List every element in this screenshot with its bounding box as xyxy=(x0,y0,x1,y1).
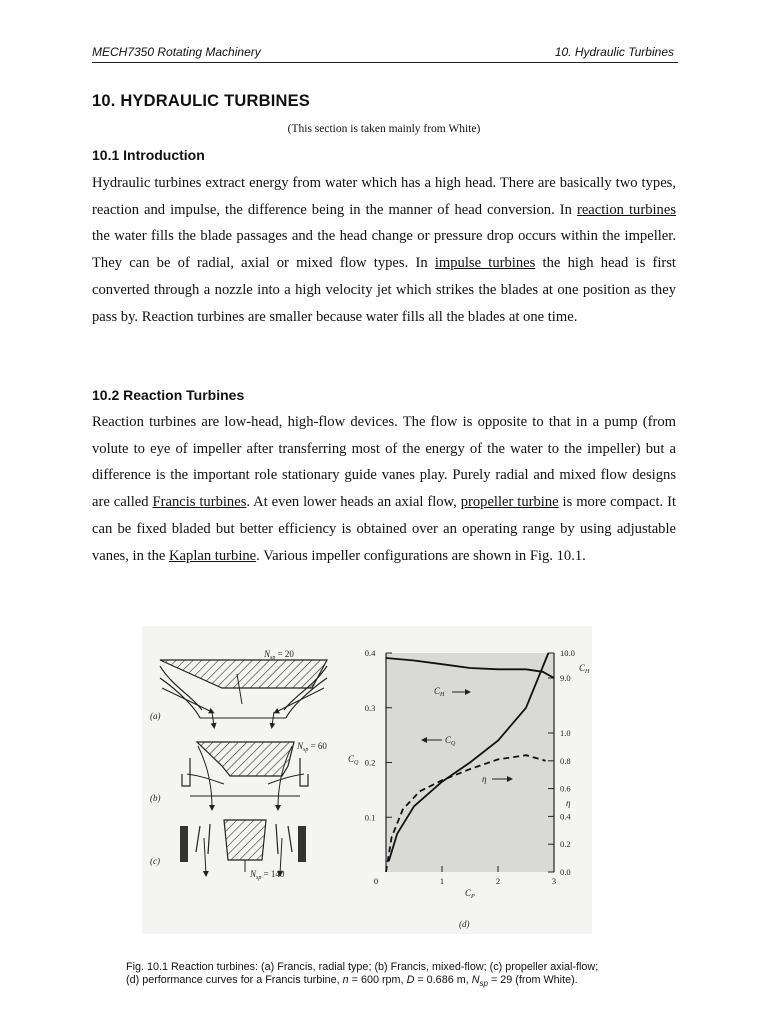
underlined-term: propeller turbine xyxy=(460,494,559,511)
x-tick-label: 0 xyxy=(373,876,379,886)
y-axis-label-right-top: $C_H$ xyxy=(579,663,590,675)
right-tick-label: 1.0 xyxy=(560,728,571,738)
chapter-title: 10. HYDRAULIC TURBINES xyxy=(92,92,311,110)
impeller-mixed-flow-type xyxy=(182,742,308,808)
header-course-title: MECH7350 Rotating Machinery xyxy=(92,45,261,59)
y-axis-label-left: $C_Q$ xyxy=(348,754,359,766)
right-top-tick-label: 9.0 xyxy=(560,673,571,683)
introduction-paragraph xyxy=(92,170,676,330)
left-tick-label: 0.4 xyxy=(364,648,376,658)
x-axis-label: $C_P$ xyxy=(465,888,475,900)
impeller-propeller-type xyxy=(180,820,306,874)
right-top-tick-label: 10.0 xyxy=(560,648,575,658)
y-axis-label-right: η xyxy=(566,798,571,808)
caption-line-2: (d) performance curves for a Francis turbine, n = 600 rpm, D = 0.686 m, $N_{sp} = 29$ (from White). xyxy=(126,974,578,989)
panel-label-d: (d) xyxy=(459,919,470,929)
right-tick-label: 0.8 xyxy=(560,755,571,766)
left-tick-label: 0.2 xyxy=(364,757,376,768)
running-header xyxy=(92,44,678,63)
paragraph-text: Hydraulic turbines extract energy from water which has a high head. There are basically two types, reaction and impulse, the difference being in the manner of head conversion. In xyxy=(92,175,676,218)
paragraph-text: the high head is first converted through a nozzle into a high velocity jet which strikes the blades at one position as they pass by. Reaction turbines are smaller because water fills all the blades at one time. xyxy=(92,255,676,325)
nsp-label-propeller: $N_{sp} = 140$ xyxy=(250,869,285,881)
x-tick-label: 3 xyxy=(551,876,557,886)
paragraph-text: . Various impeller configurations are shown in Fig. 10.1. xyxy=(256,547,586,564)
curve-label-ch: $C_H$ xyxy=(434,686,445,698)
left-tick-label: 0.1 xyxy=(364,812,376,823)
nsp-label-mixed: $N_{sp} = 60$ xyxy=(297,741,327,753)
source-note: (This section is taken mainly from White) xyxy=(287,123,481,135)
underlined-term: reaction turbines xyxy=(576,201,676,218)
left-tick-label: 0.3 xyxy=(364,702,376,713)
curve-label-cq: $C_Q$ xyxy=(445,735,456,747)
underlined-term: impulse turbines xyxy=(434,255,536,272)
figure-10-1 xyxy=(142,626,592,934)
right-tick-label: 0.6 xyxy=(560,783,571,794)
caption-line-1: Fig. 10.1 Reaction turbines: (a) Francis, radial type; (b) Francis, mixed-flow; (c) propeller axial-flow; xyxy=(126,961,599,973)
paragraph-text: Reaction turbines are low-head, high-flow devices. The flow is opposite to that in a pump (from volute to eye of impeller after transferring most of the energy of the water to the impeller) but a difference is the important role stationary guide vanes play. Purely radial and mixed flow designs are called xyxy=(92,414,676,511)
nsp-label-radial: $N_{sp} = 20$ xyxy=(264,649,294,661)
figure-drawing xyxy=(142,626,592,934)
section-heading-reaction-turbines: 10.2 Reaction Turbines xyxy=(92,387,245,403)
curve-label-eta: η xyxy=(482,774,487,784)
figure-caption xyxy=(126,961,686,990)
panel-label-c: (c) xyxy=(150,856,160,866)
panel-label-a: (a) xyxy=(150,711,161,721)
impeller-radial-type xyxy=(160,660,327,726)
paragraph-text: the water fills the blade passages and the head change or pressure drop occurs within the impeller. They can be of radial, axial or mixed flow types. In xyxy=(92,228,676,272)
header-chapter-title: 10. Hydraulic Turbines xyxy=(554,45,674,59)
right-tick-label: 0.0 xyxy=(560,867,571,877)
right-tick-label: 0.4 xyxy=(560,811,571,822)
paragraph-text: is more compact. It can be fixed bladed but better efficiency is obtained over an operating range by using adjustable vanes, in the xyxy=(92,494,676,564)
x-tick-label: 1 xyxy=(439,876,445,886)
paragraph-text: . At even lower heads an axial flow, xyxy=(246,494,461,511)
underlined-term: Francis turbines xyxy=(152,494,247,511)
x-tick-label: 2 xyxy=(495,876,501,886)
underlined-term: Kaplan turbine xyxy=(169,547,257,564)
reaction-turbines-paragraph xyxy=(92,409,676,569)
section-heading-introduction: 10.1 Introduction xyxy=(92,147,205,163)
panel-label-b: (b) xyxy=(150,793,161,803)
right-tick-label: 0.2 xyxy=(560,839,571,850)
performance-chart xyxy=(348,648,590,900)
